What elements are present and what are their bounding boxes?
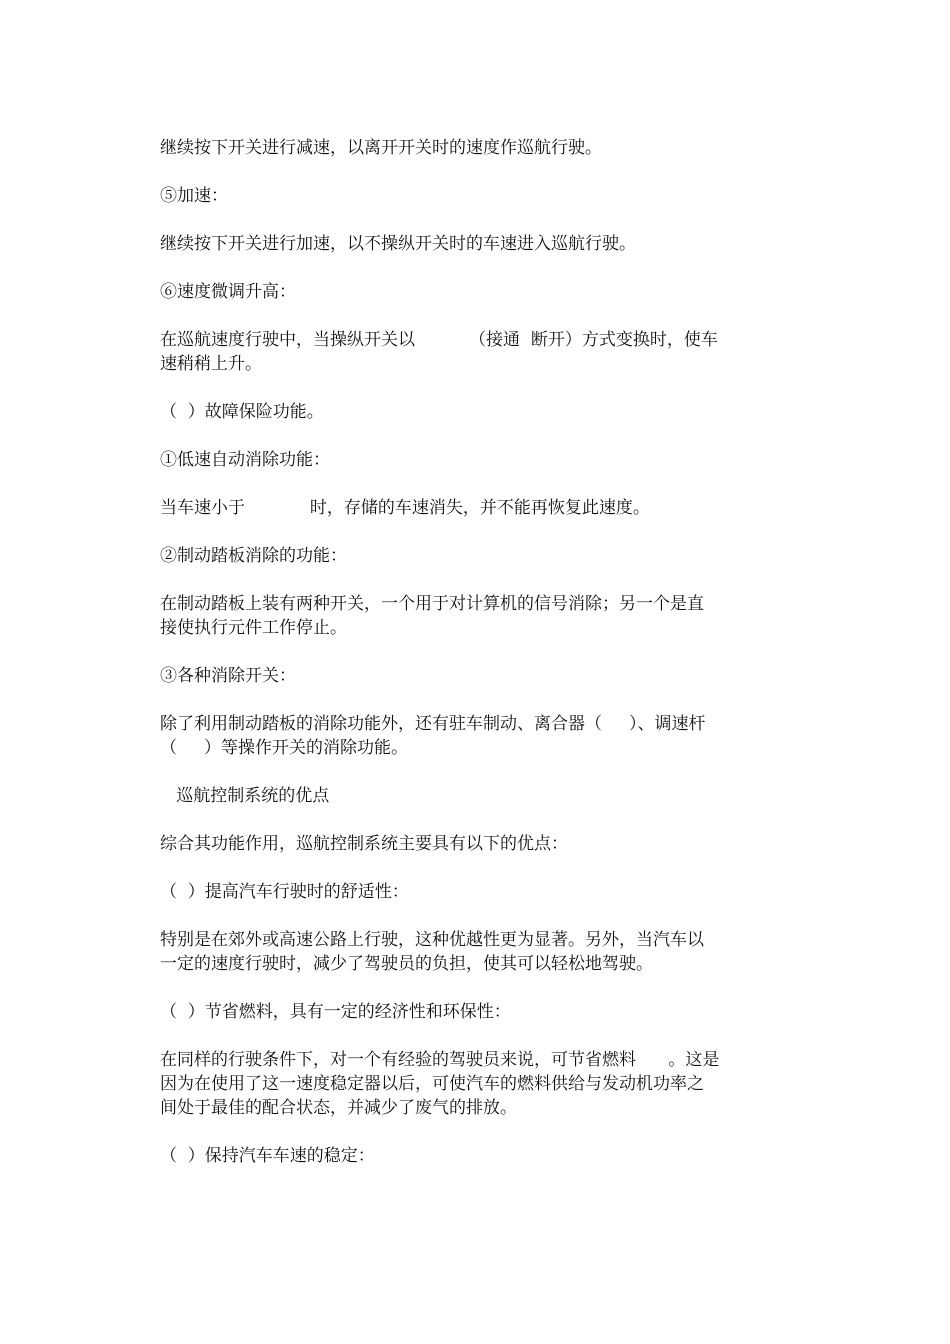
- paragraph-cancel-switches-line-2: （ ）等操作开关的消除功能。: [160, 738, 409, 758]
- paragraph-speed-fine-tune-line-2: 速稍稍上升。: [160, 354, 262, 374]
- paragraph-cancel-switches-line-1: 除了利用制动踏板的消除功能外，还有驻车制动、离合器（ ）、调速杆: [160, 714, 706, 734]
- paragraph-brake-pedal-line-1: 在制动踏板上装有两种开关，一个用于对计算机的信号消除；另一个是直: [160, 594, 704, 614]
- paragraph-fuel-saving-line-2: 因为在使用了这一速度稳定器以后，可使汽车的燃料供给与发动机功率之: [160, 1074, 704, 1094]
- heading-fail-safe-function: （ ）故障保险功能。: [160, 402, 324, 422]
- paragraph-fuel-saving-line-1: 在同样的行驶条件下，对一个有经验的驾驶员来说，可节省燃料 。这是: [160, 1050, 720, 1070]
- paragraph-low-speed-auto-cancel: 当车速小于 时，存储的车速消失，并不能再恢复此速度。: [160, 498, 650, 518]
- paragraph-speed-fine-tune-line-1: 在巡航速度行驶中，当操纵开关以 （接通 断开）方式变换时，使车: [160, 330, 718, 350]
- heading-speed-stability: （ ）保持汽车车速的稳定：: [160, 1146, 375, 1166]
- paragraph-accelerate-description: 继续按下开关进行加速，以不操纵开关时的车速进入巡航行驶。: [160, 234, 636, 254]
- paragraph-brake-pedal-line-2: 接使执行元件工作停止。: [160, 618, 347, 638]
- heading-accelerate: ⑤加速：: [160, 186, 228, 206]
- heading-brake-pedal-cancel: ②制动踏板消除的功能：: [160, 546, 347, 566]
- heading-comfort: （ ）提高汽车行驶时的舒适性：: [160, 882, 409, 902]
- heading-fuel-saving: （ ）节省燃料，具有一定的经济性和环保性：: [160, 1002, 511, 1022]
- paragraph-comfort-line-1: 特别是在郊外或高速公路上行驶，这种优越性更为显著。另外，当汽车以: [160, 930, 704, 950]
- paragraph-decelerate-description: 继续按下开关进行减速，以离开开关时的速度作巡航行驶。: [160, 138, 602, 158]
- heading-speed-fine-tune-up: ⑥速度微调升高：: [160, 282, 296, 302]
- heading-cruise-control-advantages: 巡航控制系统的优点: [160, 786, 330, 806]
- paragraph-fuel-saving-line-3: 间处于最佳的配合状态，并减少了废气的排放。: [160, 1098, 517, 1118]
- paragraph-comfort-line-2: 一定的速度行驶时，减少了驾驶员的负担，使其可以轻松地驾驶。: [160, 954, 653, 974]
- heading-low-speed-auto-cancel: ①低速自动消除功能：: [160, 450, 330, 470]
- heading-various-cancel-switches: ③各种消除开关：: [160, 666, 296, 686]
- paragraph-advantages-intro: 综合其功能作用，巡航控制系统主要具有以下的优点：: [160, 834, 568, 854]
